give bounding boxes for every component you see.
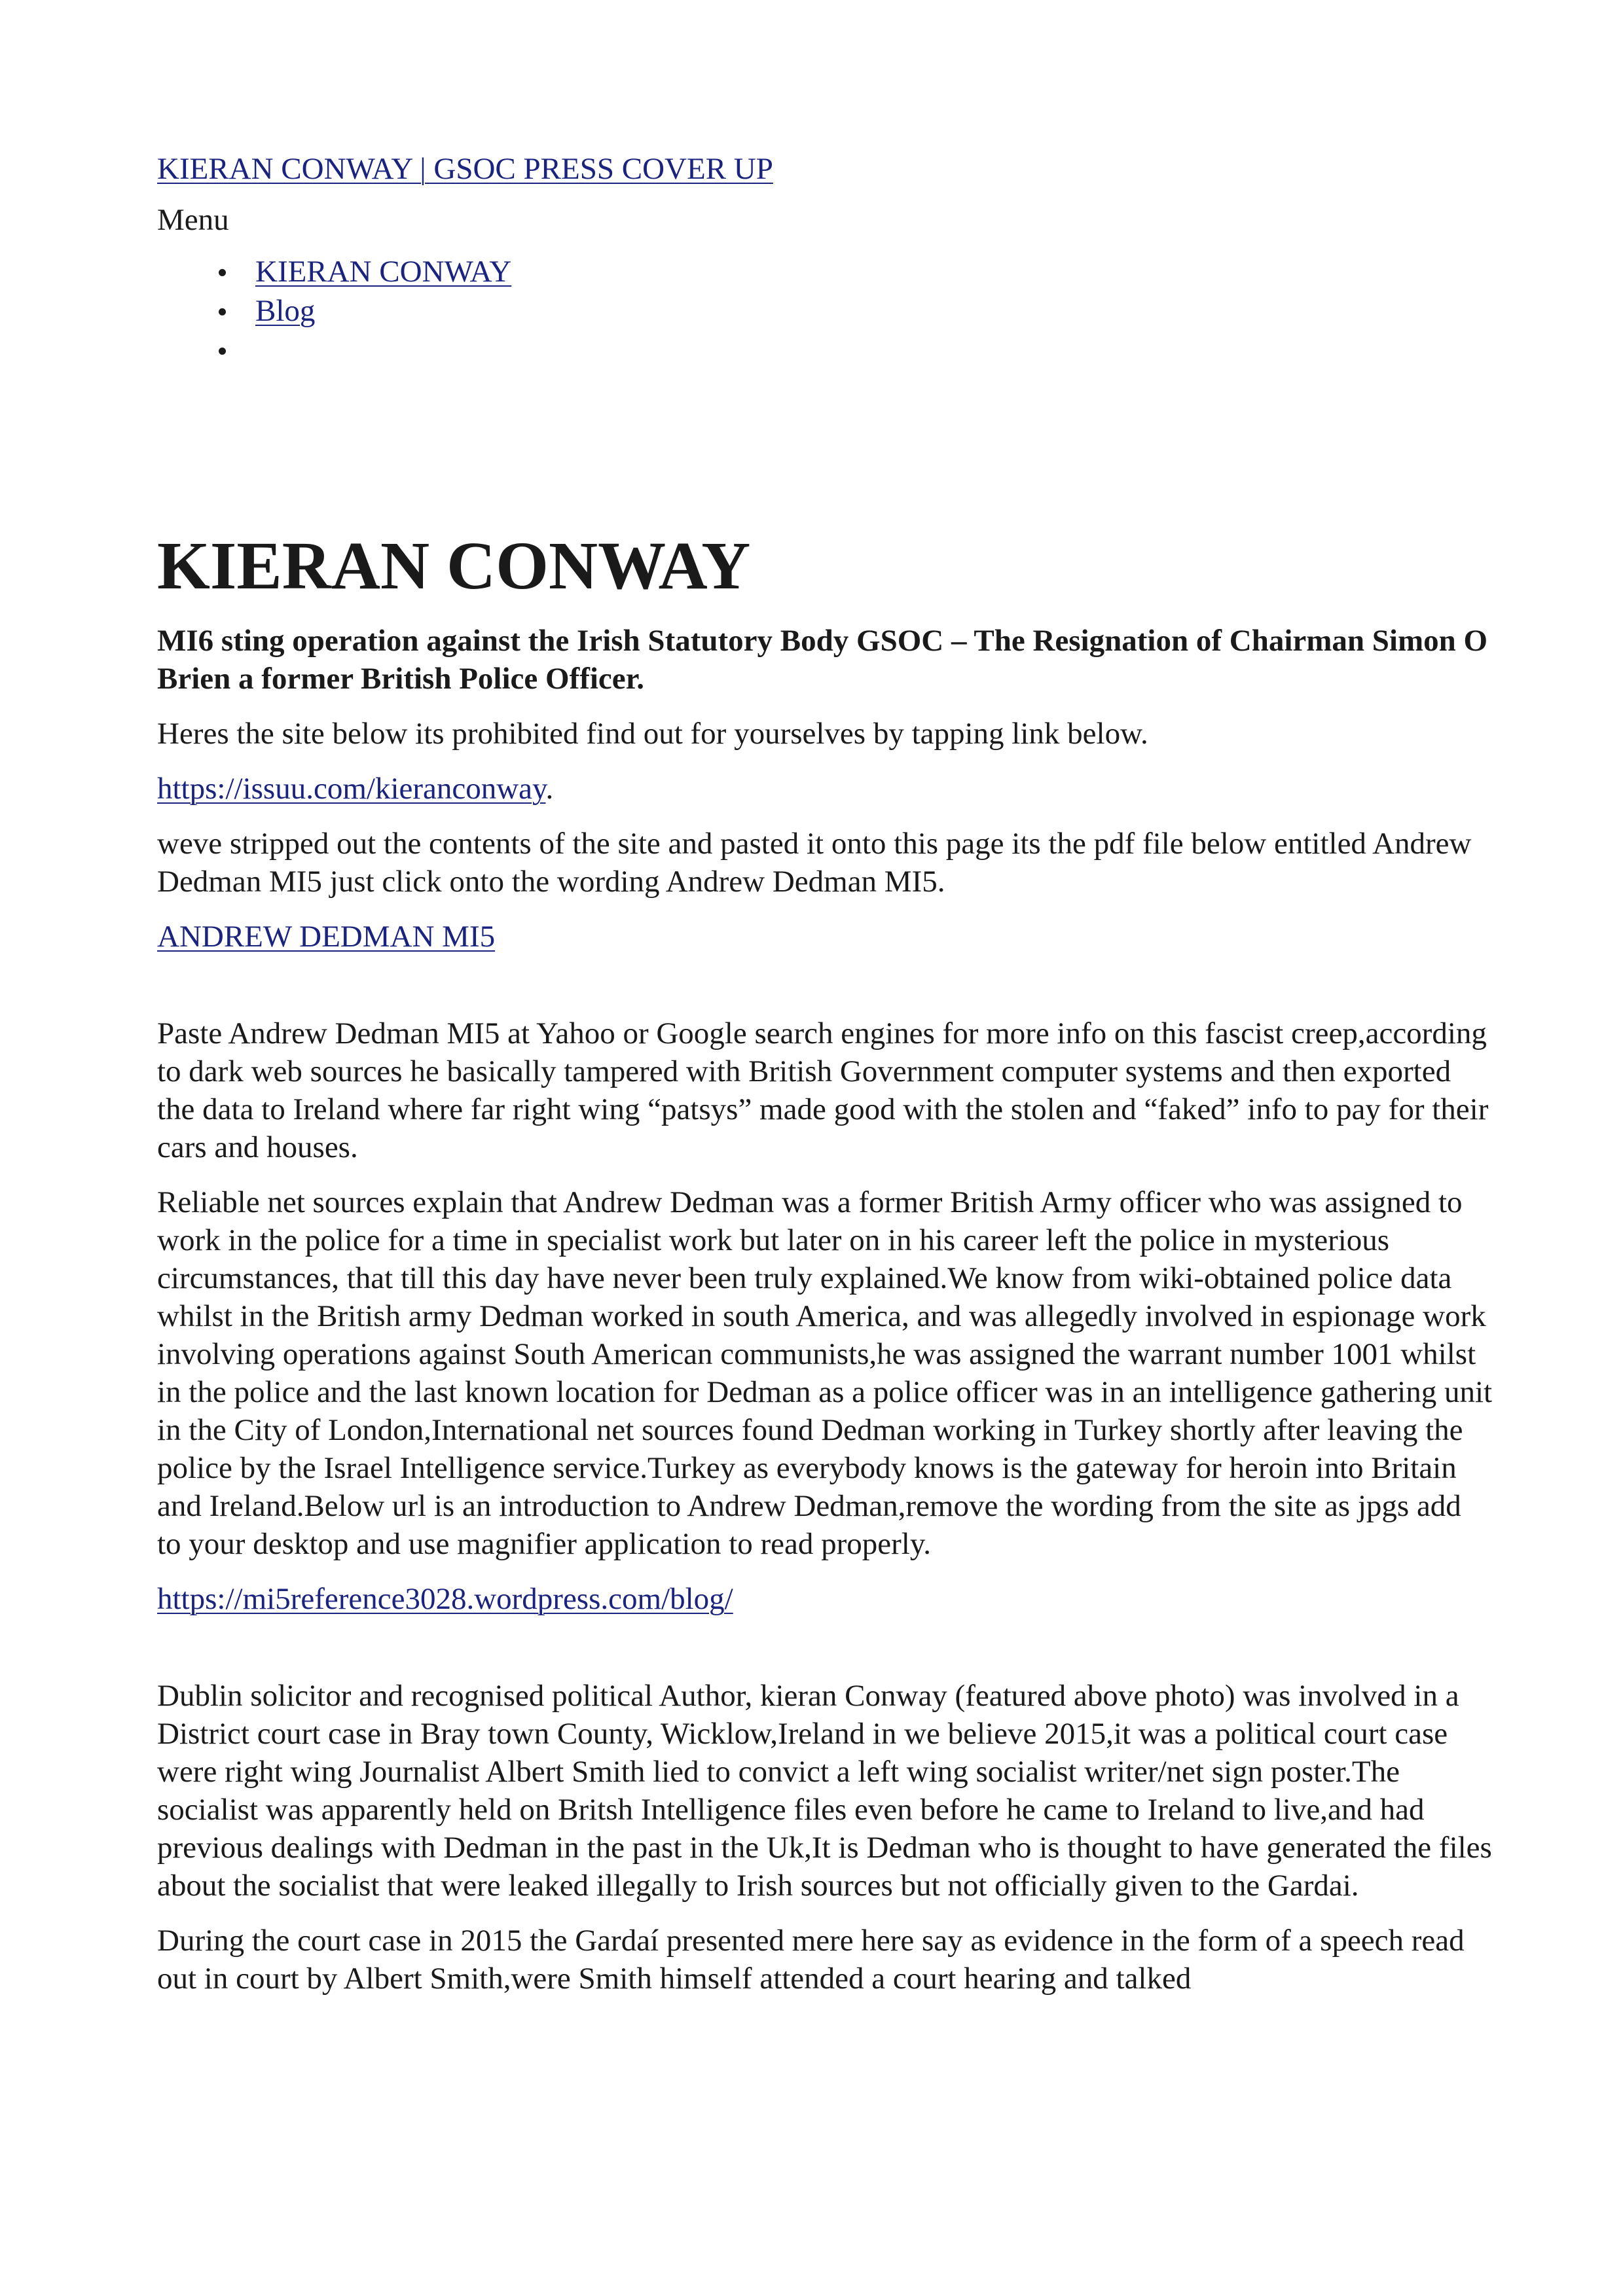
pdf-link-paragraph [157,918,1493,956]
body-paragraph-3: Dublin solicitor and recognised political Author, kieran Conway (featured above photo) was involved in a District court case in Bray town County, Wicklow,Ireland in we believe 2015,it was a political court case were right wing Journalist Albert Smith lied to convict a left wing socialist writer/net sign poster.The socialist was apparently held on Britsh Intelligence files even before he came to Ireland to live,and had previous dealings with Dedman in the past in the Uk,It is Dedman who is thought to have generated the files about the socialist that were leaked illegally to Irish sources but not officially given to the Gardai. [157,1679,1492,1903]
blog-link-paragraph [157,1580,1493,1618]
site-title-link[interactable]: KIERAN CONWAY | GSOC PRESS COVER UP [157,152,773,186]
document-page [157,151,1493,2015]
andrew-dedman-pdf-link[interactable]: ANDREW DEDMAN MI5 [157,920,496,954]
nav-item-empty [255,331,1493,370]
nav-item-kieran-conway [255,252,1493,291]
menu-label[interactable]: Menu [157,203,229,238]
intro-paragraph: Heres the site below its prohibited find out for yourselves by tapping link below. [157,717,1148,751]
pdf-note-paragraph: weve stripped out the contents of the site and pasted it onto this page its the pdf file below entitled Andrew Dedman MI5 just click onto the wording Andrew Dedman MI5. [157,827,1472,899]
body-paragraph-1: Paste Andrew Dedman MI5 at Yahoo or Google search engines for more info on this fascist creep,according to dark web sources he basically tampered with British Government computer systems and then exported the data to Ireland where far right wing “patsys” made good with the stolen and “faked” info to pay for their cars and houses. [157,1016,1489,1165]
page-title: KIERAN CONWAY [157,528,751,603]
site-title [157,151,1493,187]
nav-list [157,252,1493,370]
body-paragraph-2: Reliable net sources explain that Andrew Dedman was a former British Army officer who was assigned to work in the police for a time in specialist work but later on in his career left the police in mysterious circumstances, that till this day have never been truly explained.We know from wiki-obtained police data whilst in the British army Dedman worked in south America, and was allegedly involved in espionage work involving operations against South American communists,he was assigned the warrant number 1001 whilst in the police and the last known location for Dedman as a police officer was in an intelligence gathering unit in the City of London,International net sources found Dedman working in Turkey shortly after leaving the police by the Israel Intelligence service.Turkey as everybody knows is the gateway for heroin into Britain and Ireland.Below url is an introduction to Andrew Dedman,remove the wording from the site as jpgs add to your desktop and use magnifier application to read properly. [157,1185,1493,1562]
nav-link-blog[interactable]: Blog [255,293,316,328]
nav-item-blog [255,291,1493,331]
body-paragraph-4: During the court case in 2015 the Gardaí presented mere here say as evidence in the form of a speech read out in court by Albert Smith,were Smith himself attended a court hearing and talked [157,1924,1465,1996]
nav-link-kieran-conway[interactable]: KIERAN CONWAY [255,254,512,289]
mi5-reference-blog-link[interactable]: https://mi5reference3028.wordpress.com/blog/ [157,1582,733,1617]
issuu-link-suffix: . [545,772,554,806]
issuu-link-paragraph [157,770,1493,808]
issuu-link[interactable]: https://issuu.com/kieranconway [157,772,546,806]
article-subtitle: MI6 sting operation against the Irish Statutory Body GSOC – The Resignation of Chairman Simon O Brien a former British Police Officer. [157,624,1488,696]
